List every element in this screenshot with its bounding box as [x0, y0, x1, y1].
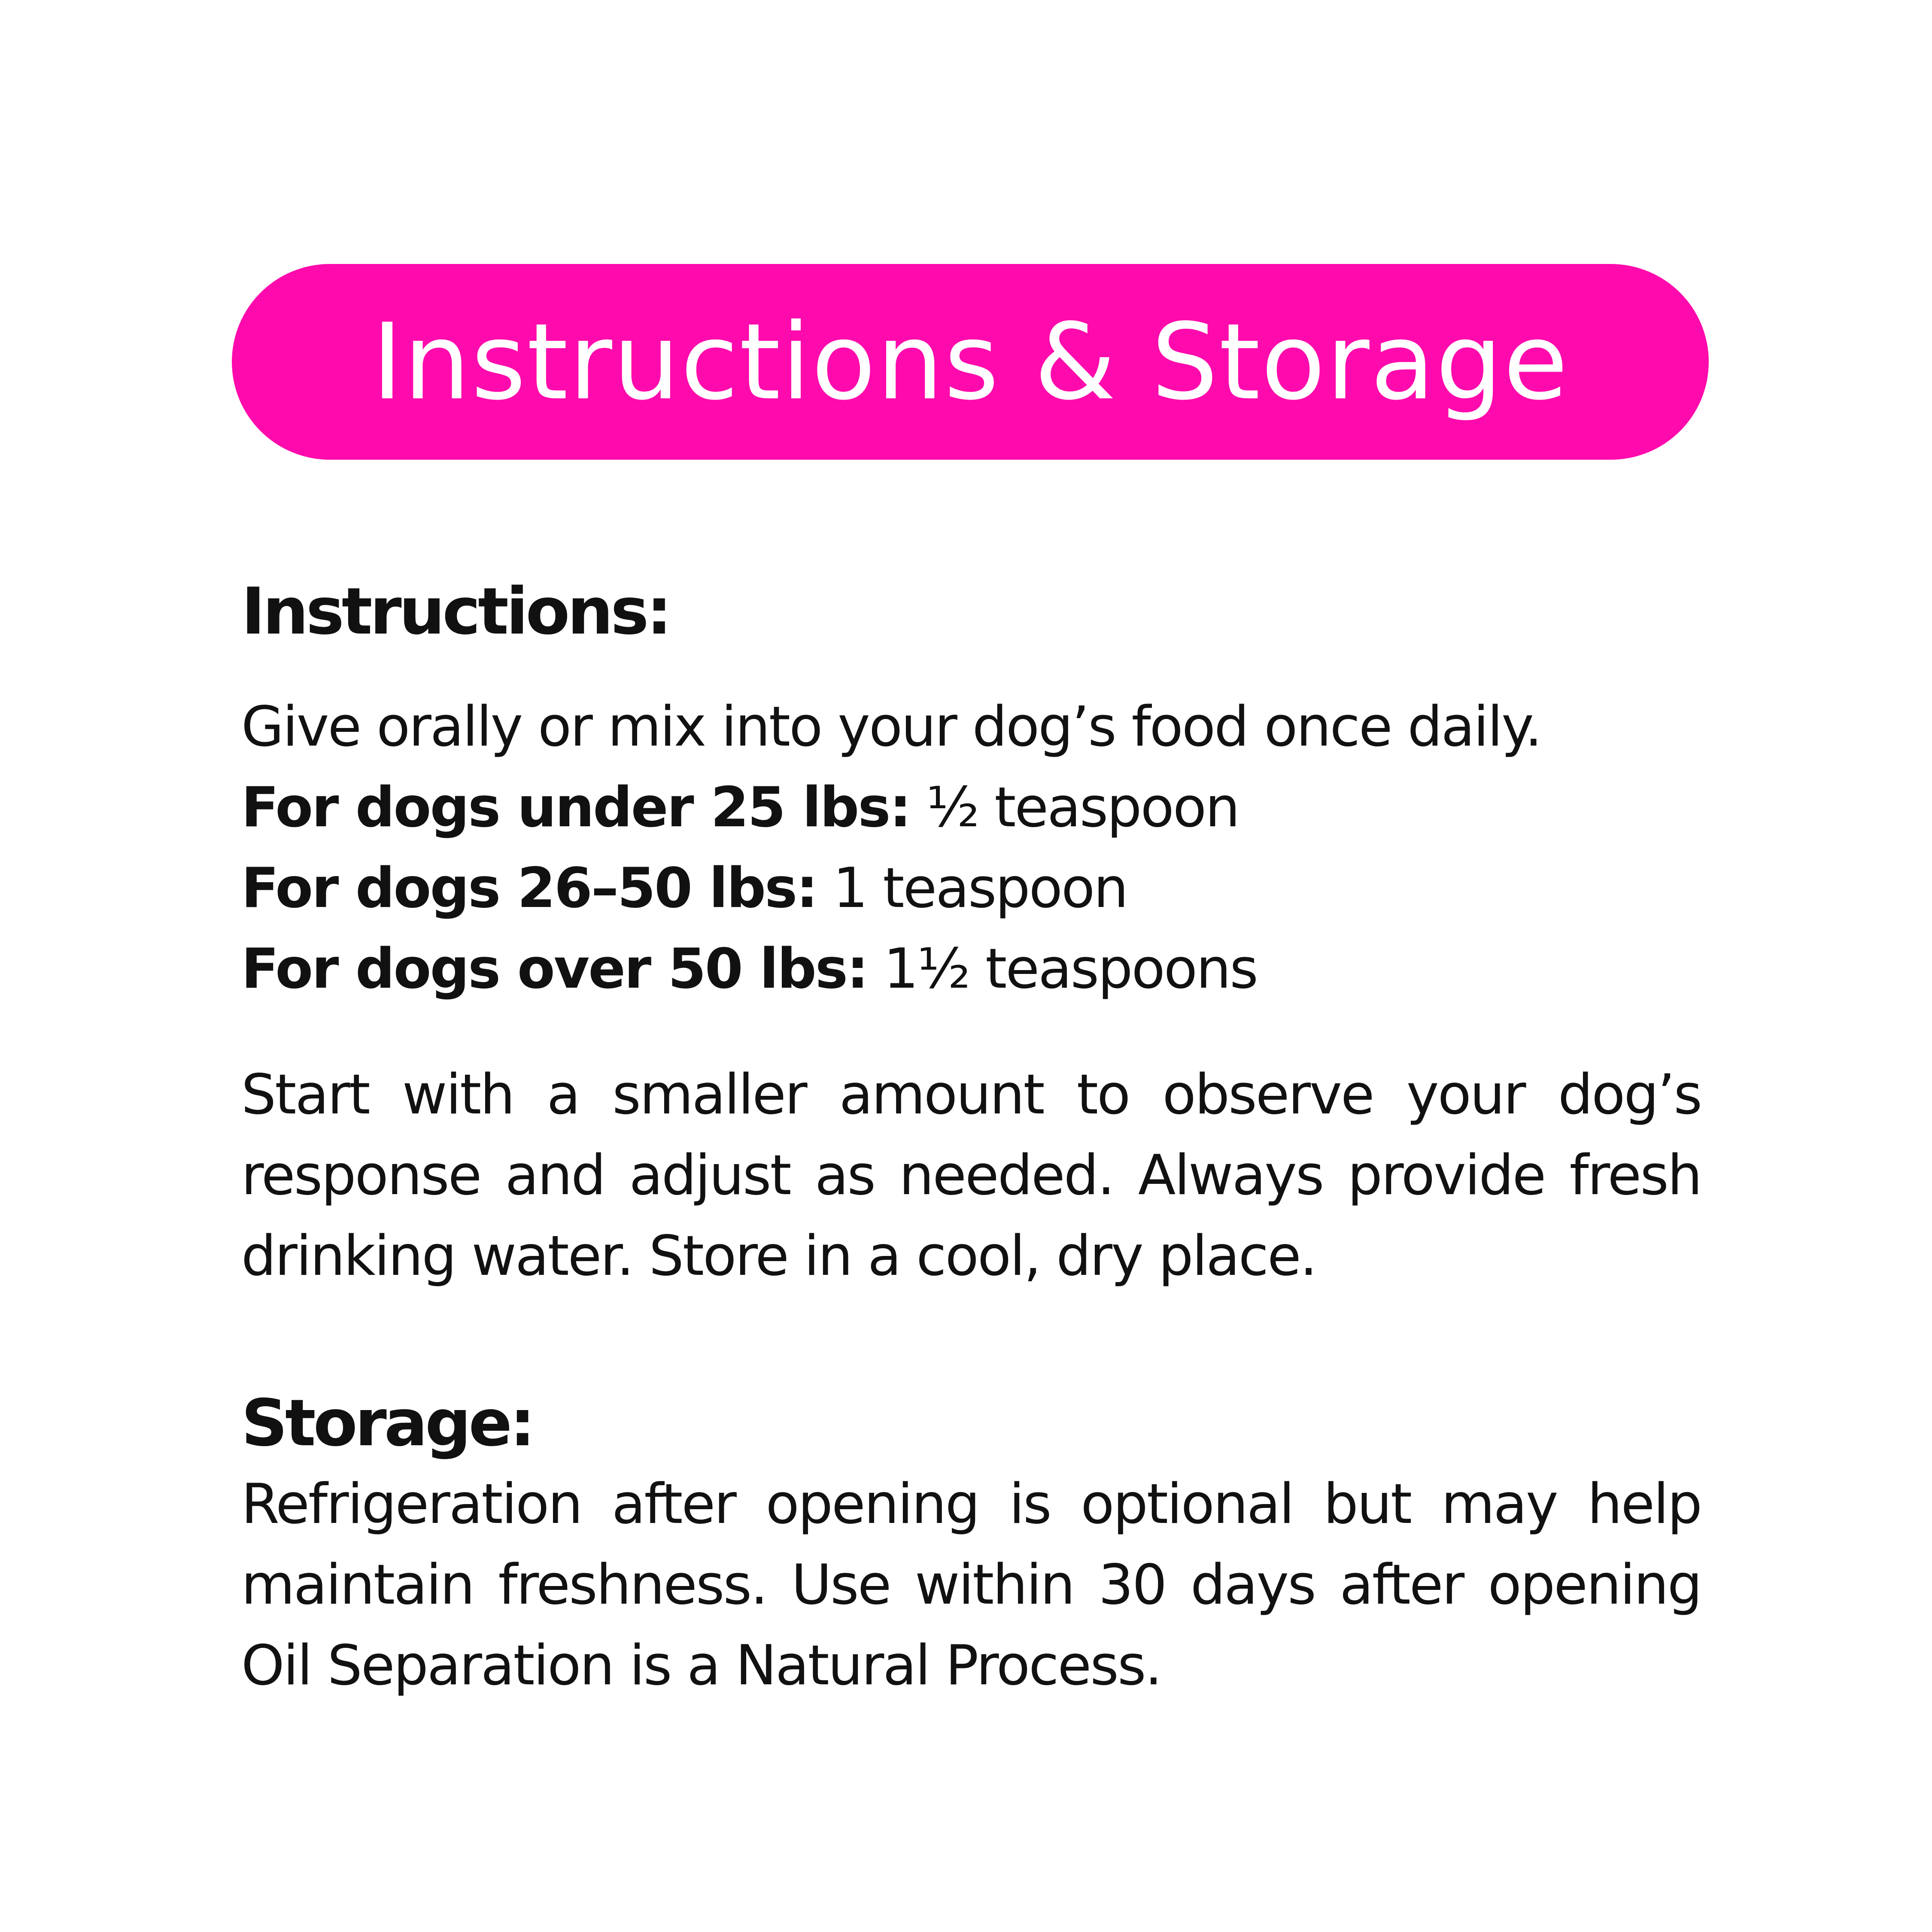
- storage-heading: Storage:: [241, 1386, 533, 1461]
- storage-text: Refrigeration after opening is optional but may help maintain freshness. Use within 30 days after opening Oil Separation is a Natural Process.: [241, 1472, 1701, 1698]
- dosing-amount: 1½ teaspoons: [883, 937, 1257, 1001]
- title-banner: [232, 264, 1709, 460]
- instructions-note: Start with a smaller amount to observe your dog’s response and adjust as needed. Always provide fresh drinking water. Store in a cool, dry place.: [241, 1063, 1701, 1288]
- dosing-item: [241, 767, 1701, 848]
- instructions-intro: Give orally or mix into your dog’s food once daily.: [241, 695, 1541, 759]
- dosing-list: [241, 767, 1701, 1010]
- dosing-label: For dogs over 50 lbs:: [241, 937, 868, 1001]
- dosing-amount: ½ teaspoon: [926, 776, 1239, 840]
- main-content: [241, 571, 1701, 1706]
- dosing-label: For dogs under 25 lbs:: [241, 776, 910, 840]
- dosing-item: [241, 848, 1701, 929]
- dosing-label: For dogs 26–50 lbs:: [241, 856, 817, 920]
- instructions-heading: Instructions:: [241, 574, 670, 649]
- page-title: Instructions & Storage: [371, 300, 1569, 423]
- dosing-amount: 1 teaspoon: [833, 856, 1127, 920]
- dosing-item: [241, 929, 1701, 1010]
